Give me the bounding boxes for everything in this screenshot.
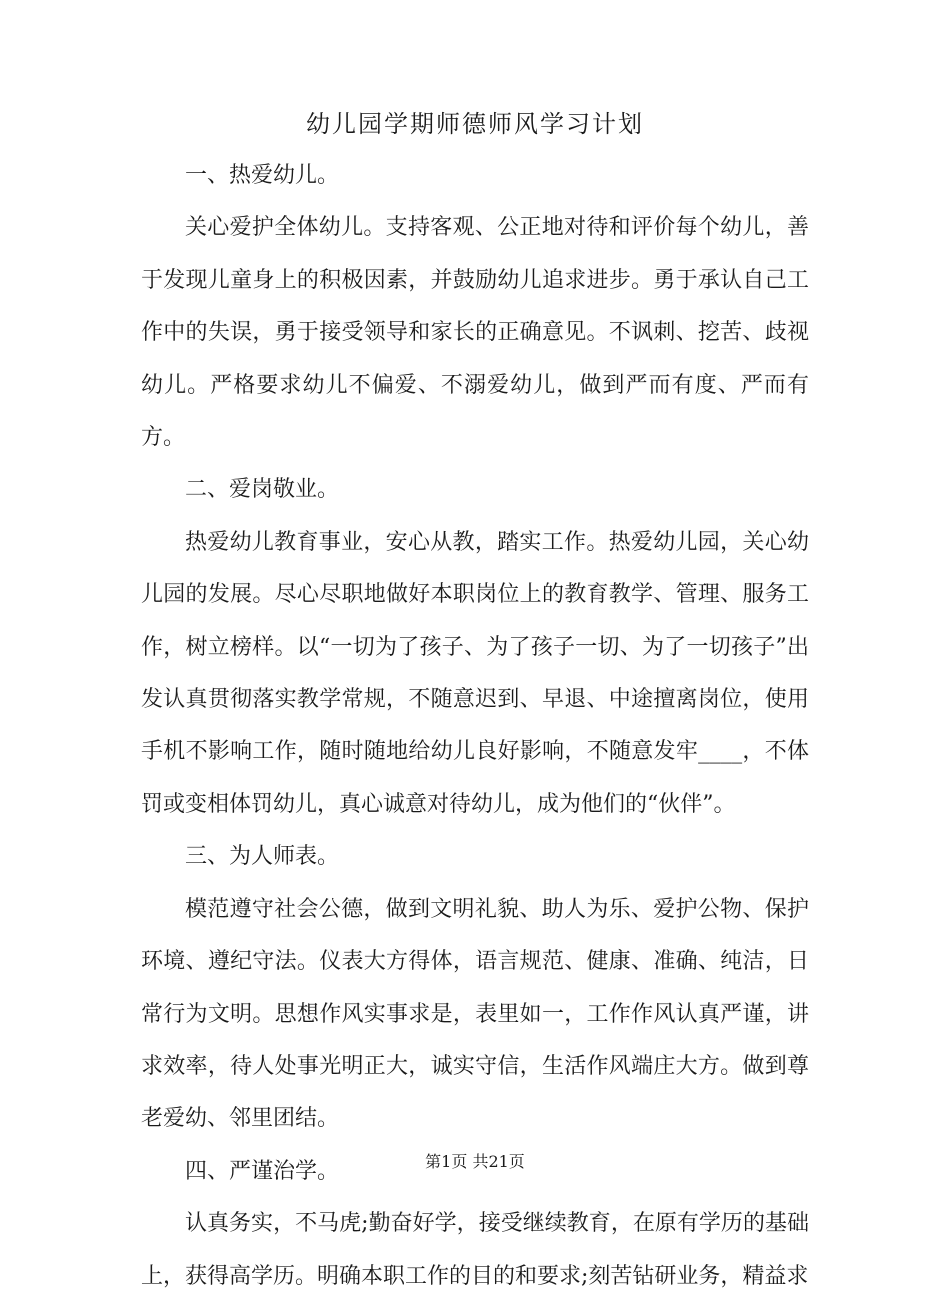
section-heading: 一、热爱幼儿。: [185, 163, 340, 188]
section-heading: 三、为人师表。: [185, 844, 340, 870]
section-paragraph: 认真务实，不马虎;勤奋好学，接受继续教育，在原有学历的基础上，获得高学历。明确本职工作的目的和要求;刻苦钻研业务，精益求: [141, 1211, 809, 1289]
document-body: [141, 150, 809, 1303]
page-number-footer: 第1页 共21页: [425, 1152, 525, 1171]
section-paragraph: 关心爱护全体幼儿。支持客观、公正地对待和评价每个幼儿，善于发现儿童身上的积极因素，并鼓励幼儿追求进步。勇于承认自己工作中的失误，勇于接受领导和家长的正确意见。不讽刺、挖苦、歧视幼儿。严格要求幼儿不偏爱、不溺爱幼儿，做到严而有度、严而有方。: [141, 215, 809, 451]
section-heading: 二、爱岗敬业。: [185, 477, 340, 503]
document-title: 幼儿园学期师德师风学习计划: [306, 110, 644, 138]
section-paragraph: 热爱幼儿教育事业，安心从教，踏实工作。热爱幼儿园，关心幼儿园的发展。尽心尽职地做好本职岗位上的教育教学、管理、服务工作，树立榜样。以“一切为了孩子、为了孩子一切、为了一切孩子”出发认真贯彻落实教学常规，不随意迟到、早退、中途擅离岗位，使用手机不影响工作，随时随地给幼儿良好影响，不随意发牢____，不体罚或变相体罚幼儿，真心诚意对待幼儿，成为他们的“伙伴”。: [141, 529, 809, 817]
section-paragraph: 模范遵守社会公德，做到文明礼貌、助人为乐、爱护公物、保护环境、遵纪守法。仪表大方得体，语言规范、健康、准确、纯洁，日常行为文明。思想作风实事求是，表里如一，工作作风认真严谨，讲求效率，待人处事光明正大，诚实守信，生活作风端庄大方。做到尊老爱幼、邻里团结。: [141, 896, 809, 1132]
section-heading: 四、严谨治学。: [185, 1158, 340, 1184]
